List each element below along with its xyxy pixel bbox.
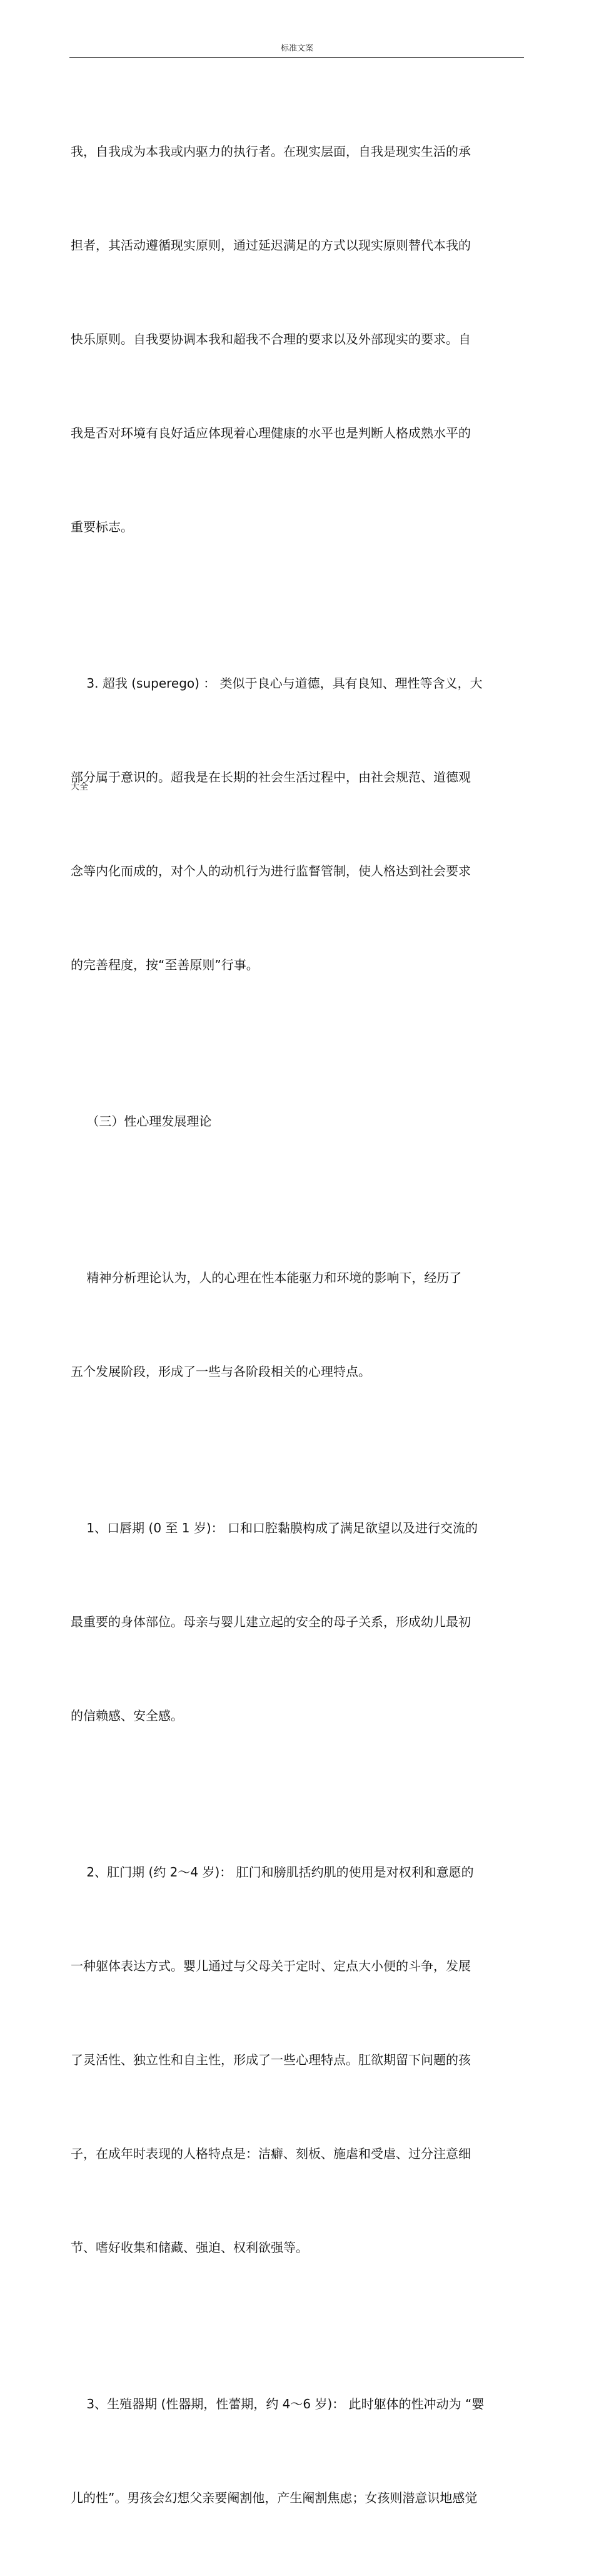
text-line: 2、肛门期 (约 2～4 岁)： 肛门和膀肌括约肌的使用是对权利和意愿的 [71, 1865, 474, 1880]
text-line: 最重要的身体部位。母亲与婴儿建立起的安全的母子关系，形成幼儿最初 [71, 1614, 471, 1629]
paragraph-theory-intro [71, 1199, 524, 1450]
text-line: 一种躯体表达方式。婴儿通过与父母关于定时、定点大小便的斗争，发展 [71, 1958, 471, 1973]
page-header-title: 标准文案 [280, 44, 313, 53]
page-footer-text: 大全 [71, 782, 88, 792]
header-divider [69, 57, 524, 58]
text-line: 儿的性”。男孩会幻想父亲要阉割他，产生阉割焦虑；女孩则潜意识地感觉 [71, 2490, 478, 2505]
text-line: 重要标志。 [71, 519, 133, 534]
text-line: 五个发展阶段，形成了一些与各阶段相关的心理特点。 [71, 1364, 371, 1379]
text-line: 的信赖感、安全感。 [71, 1708, 183, 1723]
text-line: 我是否对环境有良好适应体现着心理健康的水平也是判断人格成熟水平的 [71, 425, 471, 440]
paragraph-superego [71, 605, 524, 1043]
text-line: 子，在成年时表现的人格特点是：洁癖、刻板、施虐和受虐、过分注意细 [71, 2146, 471, 2161]
paragraph-oral-stage [71, 1450, 524, 1794]
document-body [71, 73, 524, 2576]
text-line: 3. 超我 (superego) ： 类似于良心与道德，具有良知、理性等含义，大 [71, 676, 483, 691]
section-heading-psychosexual [71, 1043, 524, 1199]
paragraph-anal-stage [71, 1794, 524, 2326]
text-line: 快乐原则。自我要协调本我和超我不合理的要求以及外部现实的要求。自 [71, 332, 471, 347]
text-line: 我，自我成为本我或内驱力的执行者。在现实层面，自我是现实生活的承 [71, 144, 471, 159]
text-line: 了灵活性、独立性和自主性，形成了一些心理特点。肛欲期留下问题的孩 [71, 2052, 471, 2067]
text-line: 1、口唇期 (0 至 1 岁)： 口和口腔黏膜构成了满足欲望以及进行交流的 [71, 1520, 478, 1535]
text-line: 精神分析理论认为，人的心理在性本能驱力和环境的影响下，经历了 [71, 1270, 462, 1285]
paragraph-phallic-stage [71, 2326, 524, 2576]
paragraph-ego-continued [71, 73, 524, 605]
section-heading: （三）性心理发展理论 [71, 1114, 212, 1129]
text-line: 念等内化而成的，对个人的动机行为进行监督管制，使人格达到社会要求 [71, 863, 471, 878]
text-line: 担者，其活动遵循现实原则，通过延迟满足的方式以现实原则替代本我的 [71, 238, 471, 253]
text-line: 部分属于意识的。超我是在长期的社会生活过程中，由社会规范、道德观 [71, 770, 471, 785]
text-line: 节、嗜好收集和储藏、强迫、权利欲强等。 [71, 2240, 308, 2255]
text-line: 的完善程度，按“至善原则”行事。 [71, 957, 259, 972]
text-line: 3、生殖器期 (性器期，性蕾期，约 4～6 岁)： 此时躯体的性冲动为 “婴 [71, 2396, 485, 2411]
